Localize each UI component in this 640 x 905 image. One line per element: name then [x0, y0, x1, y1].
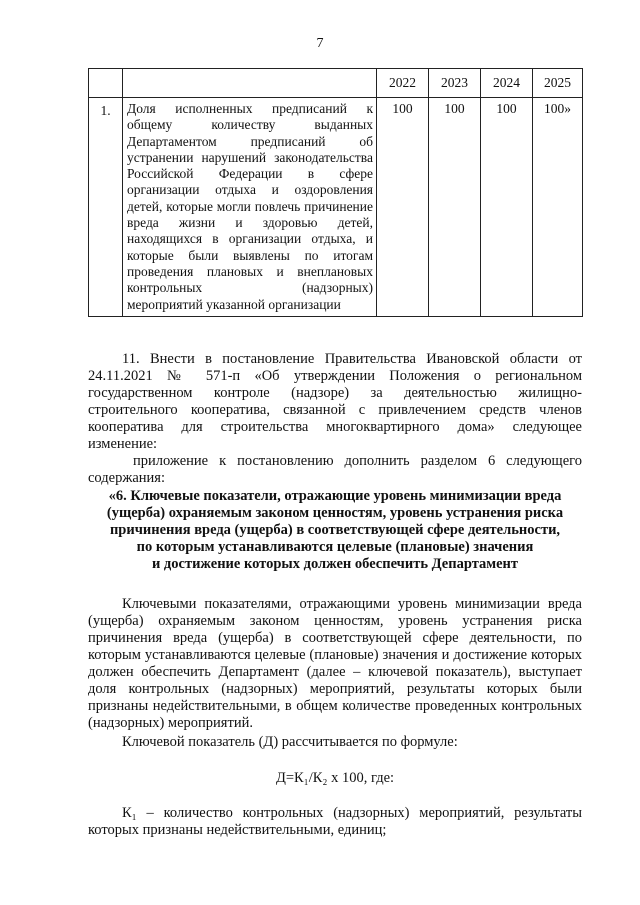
- description-line: находящихся в организации отдыха,: [127, 231, 356, 247]
- value-2024: 100: [481, 98, 533, 317]
- section-heading: [88, 488, 582, 573]
- description-line: Департаментом предписаний об: [127, 133, 373, 149]
- paragraph-appendix: приложение к постановлению дополнить разделом 6 следующего содержания:: [88, 453, 582, 486]
- header-year-2022: 2022: [377, 69, 429, 98]
- header-cell-empty: [89, 69, 123, 98]
- description-line: мероприятий указанной организации: [127, 296, 341, 312]
- amendment-block: [88, 351, 582, 487]
- row-number: 1.: [89, 98, 123, 317]
- description-line: Доля исполненных предписаний к: [127, 101, 373, 116]
- description-line: устранении нарушений: [127, 149, 267, 165]
- k1-block: [88, 805, 582, 839]
- heading-line: «6. Ключевые показатели, отражающие уровень минимизации вреда: [108, 488, 562, 504]
- value-2023: 100: [429, 98, 481, 317]
- description-line: которые могли повлечь причинение: [166, 198, 374, 214]
- heading-line: причинения вреда (ущерба) в соответствующей сфере деятельности,: [109, 522, 561, 538]
- description-line: Федерации в сфере организации: [127, 166, 373, 198]
- header-year-2023: 2023: [429, 69, 481, 98]
- description-line: вреда жизни и здоровью детей,: [127, 215, 373, 231]
- header-year-2025: 2025: [533, 69, 583, 98]
- description-line: отдыха и оздоровления детей,: [127, 182, 374, 214]
- value-2025: 100»: [533, 98, 583, 317]
- formula: Д=К₁/К₂ х 100, где:: [275, 770, 395, 786]
- table-header-row: [89, 69, 583, 98]
- table-row: [89, 98, 583, 317]
- description-line: и которые были выявлены по итогам: [127, 231, 373, 263]
- description-line: проведения плановых и внеплановых: [127, 263, 373, 279]
- heading-line: и достижение которых должен обеспечить Департамент: [151, 556, 519, 572]
- header-year-2024: 2024: [481, 69, 533, 98]
- paragraph-key-indicator: Ключевыми показателями, отражающими уровень минимизации вреда (ущерба) охраняемым законом ценностям, уровень устранения риска причинения вреда (ущерба) в соответствующей сфере деятельности, по которым устанавливаются целевые (плановые) значения и достижение которых должен обеспечить Департамент (далее – ключевой показатель), выступает доля контрольных (надзорных) мероприятий, результаты которых были признаны недействительными, в общем количестве проведенных контрольных (надзорных) мероприятий.: [88, 596, 582, 731]
- paragraph-formula-intro: Ключевой показатель (Д) рассчитывается по формуле:: [122, 734, 458, 750]
- value-2022: 100: [377, 98, 429, 317]
- heading-line: (ущерба) охраняемым законом ценностям, уровень устранения риска: [106, 505, 564, 521]
- paragraph-11: 11. Внести в постановление Правительства Ивановской области от 24.11.2021 № 571-п «Об утверждении Положения о региональном государственном контроле (надзоре) за деятельностью жилищно-строительного кооператива, связанной с привлечением средств членов кооператива для строительства многоквартирного дома» следующее изменение:: [88, 351, 582, 452]
- heading-line: по которым устанавливаются целевые (плановые) значения: [136, 539, 534, 555]
- indicator-table: [88, 68, 583, 317]
- key-indicator-block: [88, 596, 582, 751]
- description-line: контрольных (надзорных): [127, 280, 373, 296]
- header-cell-empty: [123, 69, 377, 98]
- page-number: 7: [316, 36, 324, 51]
- row-description: [123, 98, 377, 317]
- description-line: законодательства Российской: [127, 149, 373, 182]
- description-line: общему количеству выданных: [127, 117, 373, 133]
- paragraph-k1: К₁ – количество контрольных (надзорных) мероприятий, результаты которых признаны недействительными, единиц;: [88, 805, 582, 838]
